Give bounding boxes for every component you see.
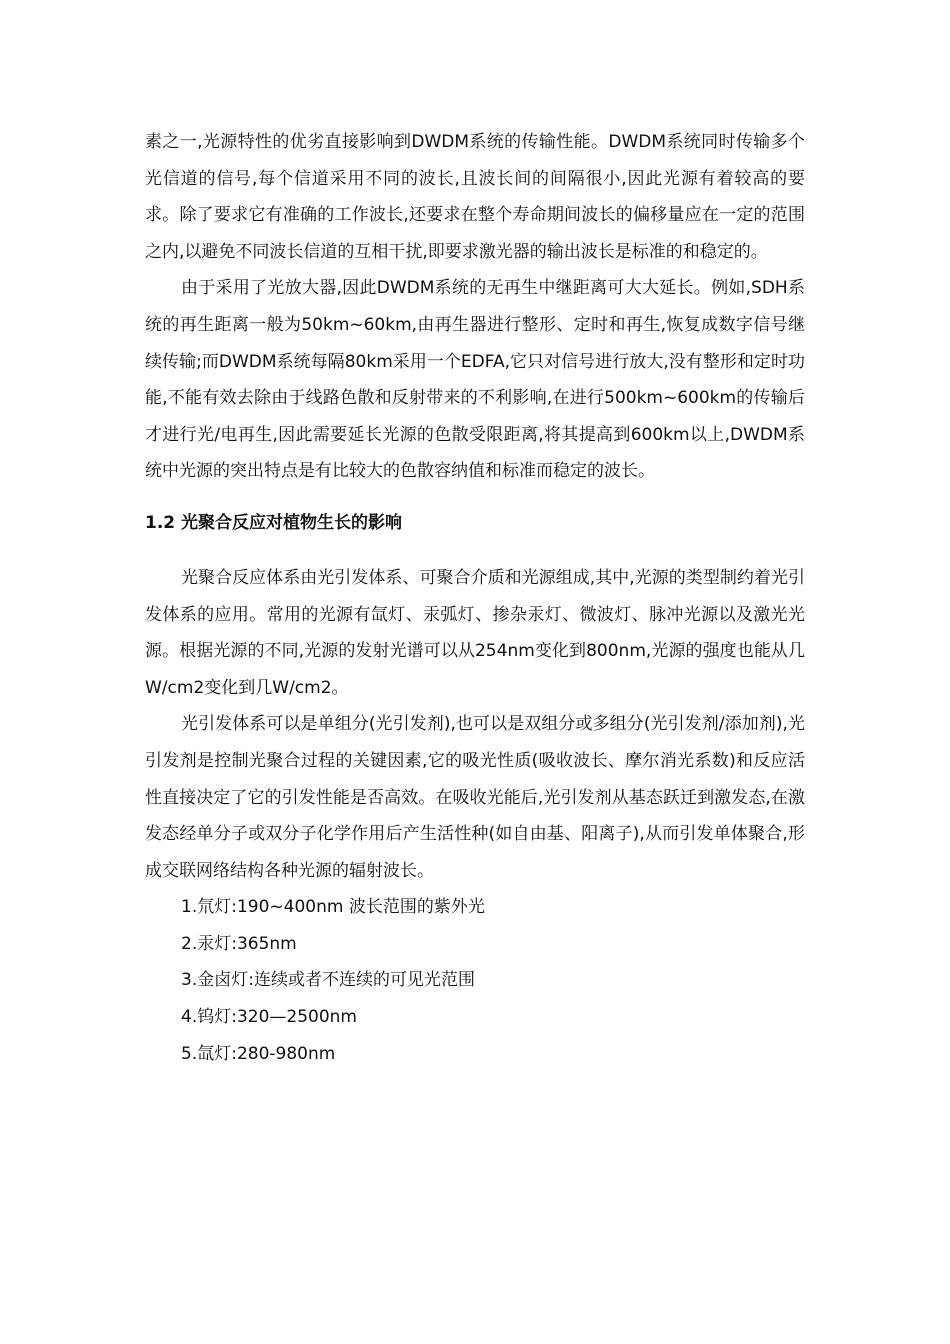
light-source-list: [145, 889, 805, 1072]
paragraph-photopolymerization-system: 光聚合反应体系由光引发体系、可聚合介质和光源组成,其中,光源的类型制约着光引发体系的应用。常用的光源有氙灯、汞弧灯、掺杂汞灯、微波灯、脉冲光源以及激光光源。根据光源的不同,光源的发射光谱可以从254nm变化到800nm,光源的强度也能从几W/cm2变化到几W/cm2。: [145, 567, 805, 698]
section-heading: 1.2 光聚合反应对植物生长的影响: [145, 512, 403, 533]
document-body: [145, 124, 805, 1072]
list-item: 4.钨灯:320—2500nm: [181, 1007, 357, 1028]
list-item: 3.金卤灯:连续或者不连续的可见光范围: [181, 970, 475, 991]
list-item: 2.汞灯:365nm: [181, 933, 297, 954]
list-item: 5.氙灯:280-980nm: [181, 1043, 336, 1064]
paragraph-photoinitiator-system: 光引发体系可以是单组分(光引发剂),也可以是双组分或多组分(光引发剂/添加剂),光引发剂是控制光聚合过程的关键因素,它的吸光性质(吸收波长、摩尔消光系数)和反应活性直接决定了它的引发性能是否高效。在吸收光能后,光引发剂从基态跃迁到激发态,在激发态经单分子或双分子化学作用后产生活性种(如自由基、阳离子),从而引发单体聚合,形成交联网络结构各种光源的辐射波长。: [145, 714, 805, 881]
paragraph-light-source-requirements: 素之一,光源特性的优劣直接影响到DWDM系统的传输性能。DWDM系统同时传输多个光信道的信号,每个信道采用不同的波长,且波长间的间隔很小,因此光源有着较高的要求。除了要求它有准确的工作波长,还要求在整个寿命期间波长的偏移量应在一定的范围之内,以避免不同波长信道的互相干扰,即要求激光器的输出波长是标准的和稳定的。: [145, 132, 805, 262]
list-item: 1.氘灯:190~400nm 波长范围的紫外光: [181, 897, 485, 918]
paragraph-regeneration-distance: 由于采用了光放大器,因此DWDM系统的无再生中继距离可大大延长。例如,SDH系统的再生距离一般为50km~60km,由再生器进行整形、定时和再生,恢复成数字信号继续传输;而DWDM系统每隔80km采用一个EDFA,它只对信号进行放大,没有整形和定时功能,不能有效去除由于线路色散和反射带来的不利影响,在进行500km~600km的传输后才进行光/电再生,因此需要延长光源的色散受限距离,将其提高到600km以上,DWDM系统中光源的突出特点是有比较大的色散容纳值和标准而稳定的波长。: [145, 278, 805, 482]
